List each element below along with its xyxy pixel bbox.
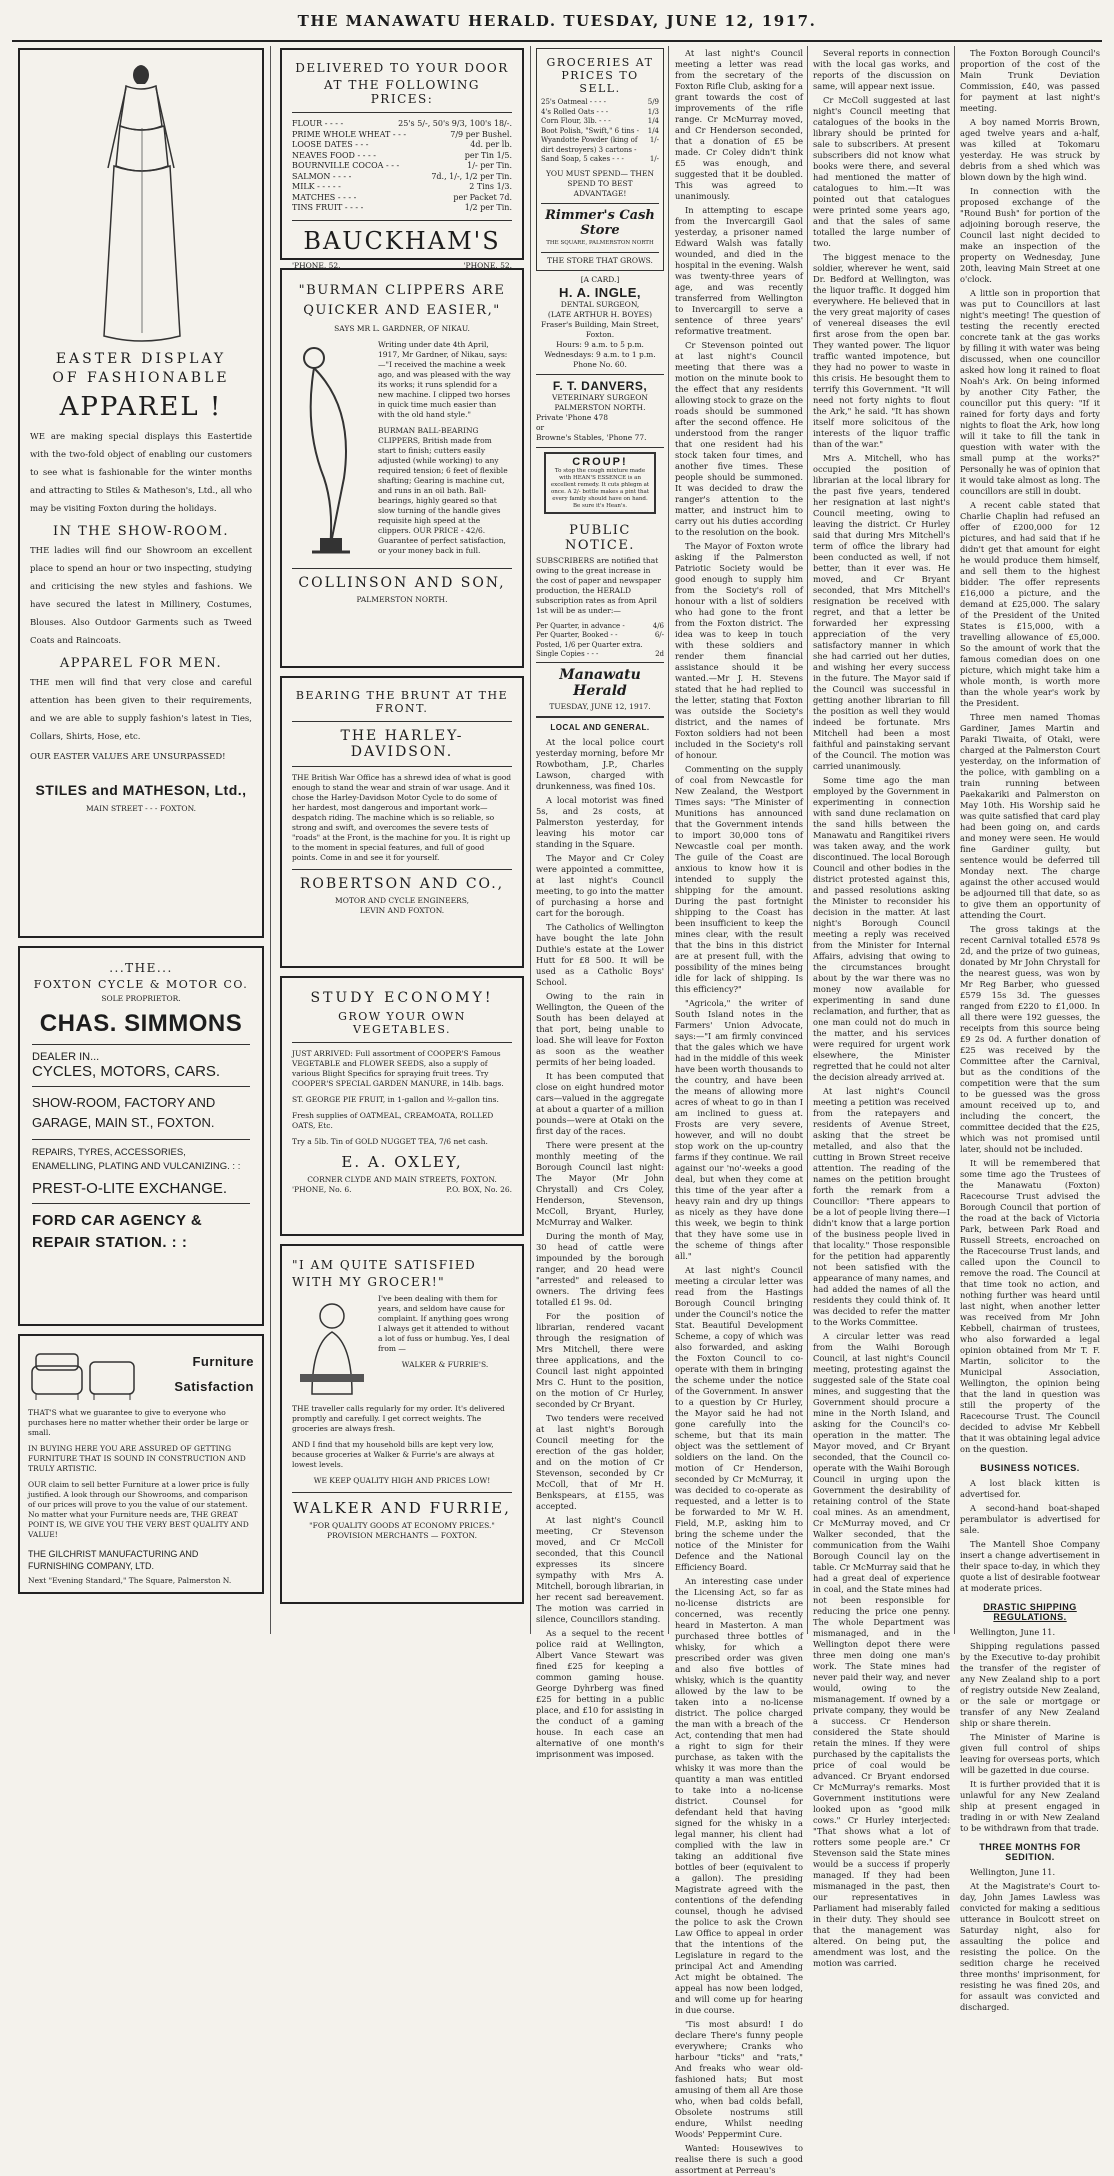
robertson-address: LEVIN AND FOXTON. [359,906,445,915]
rimmer-logo-text: Rimmer's Cash Store [545,207,655,238]
simmons-showroom: SHOW-ROOM, FACTORY AND GARAGE, MAIN ST., FOXTON. [32,1095,216,1130]
simmons-company: FOXTON CYCLE & MOTOR CO. [33,978,249,991]
stiles-heading-3: APPAREL ! [59,392,223,422]
news-paragraph: Wellington, June 11. [970,1627,1056,1637]
rate-item-price: 4/6 [652,621,664,630]
price-item-price: per Packet 7d. [453,192,512,202]
simmons-cycles: CYCLES, MOTORS, CARS. [32,1063,221,1080]
collinson-heading: "BURMAN CLIPPERS ARE QUICKER AND EASIER," [298,283,506,318]
price-item-label: BOURNVILLE COCOA - - - [292,161,400,170]
news-paragraph: Cr McColl suggested at last night's Council meeting that catalogues of the books in the library should be printed for sale to subscribers. At present subscribers did not know what books were there, and several had mentioned the matter of catalogues to him.—It was pointed out that catalogues were printed some years ago, and that the sales of same totalled the large number of two. [813,95,950,248]
oxley-text-4: Try a 5lb. Tin of GOLD NUGGET TEA, 7/6 net cash. [292,1137,488,1146]
price-item-price: 1/4 [647,117,659,125]
oxley-heading-1: STUDY ECONOMY! [310,990,494,1006]
price-item [541,127,659,137]
divider [292,220,512,221]
divider [32,1139,250,1140]
news-paragraph: The Foxton Borough Council's proportion of the cost of the Main Trunk Deviation Commission, £40, was passed for payment at last night's meeting. [960,48,1100,113]
price-item [292,193,512,204]
news-paragraph: Owing to the rain in Wellington, the Queen of the South has been delayed at that port, being unable to load. She will leave for Foxton as soon as the weather permits of her being loaded. [536,990,664,1067]
news-paragraph: In connection with the proposed exchange of the "Round Bush" for portion of the adjoining borough reserve, the Council last night decided to make an inspection of the property on Wednesday, June 20th, leaving Main Street at one o'clock. [960,186,1100,284]
ingle-name: H. A. INGLE, [558,284,642,300]
news-paragraph: 'Tis most absurd! I do declare There's funny people everywhere; Cranks who harbour "ticks" and "rats," And freaks who wear old-fashioned hats; But most amusing of them all Are those who, when bad colds befall, Obsolete nostrums still endure, Whilst needing Woods' Peppermint Cure. [675,2019,803,2139]
divider [32,1086,250,1087]
walker-text-1: I've been dealing with them for years, and seldom have cause for complaint. If anything goes wrong I always get it attended to without a lot of fuss or humbug. Yes, I deal from — [378,1294,510,1353]
public-notice [536,518,664,663]
news-paragraph: At last night's Council meeting, Cr Stevenson moved, and Cr McColl seconded, that this Council expresses its sincere sympathy with Mrs A. Mitchell, borough librarian, in her recent sad bereavement. The motion was carried in silence, Councillors standing. [536,1514,664,1624]
news-paragraph: A local motorist was fined 5s, and 2s costs, at Palmerston yesterday, for leaving his motor car standing in the Square. [536,794,664,849]
stiles-sub-men: APPAREL FOR MEN. [59,656,223,671]
news-paragraph: The Catholics of Wellington have bought the late John Duthie's estate at the Lower Hutt for £8 500. It will be used as a Catholic Boys' School. [536,921,664,987]
stiles-showroom-text: THE ladies will find our Showroom an excellent place to spend an hour or two inspecting, studying and criticising the new styles and fashions. We have secured the latest in Millinery, Costumes, Blouses. Also Outdoor Garments such as Tweed Coats and Raincoats. [30,546,252,646]
price-item-label: Wyandotte Powder (king of dirt destroyers) 3 cartons - [541,136,638,154]
rimmer-price-list [541,98,659,165]
news-paragraph: At the Magistrate's Court to-day, John James Lawless was convicted for making a seditious utterance in Boulcott street on Saturday night, also for assaulting the police and resisting the police. On the sedition charge he received three months' imprisonment, for resisting he was fined 20s, and for assault was convicted and discharged. [960,1881,1100,2012]
collinson-says: SAYS MR L. GARDNER, OF NIKAU. [334,324,470,333]
column-rule [668,46,669,1634]
news-paragraph: The Minister of Marine is given full control of ships leaving for overseas ports, which will be gazetted in due course. [960,1732,1100,1775]
rate-item-price: 2d [655,650,664,658]
column-2 [280,48,524,1634]
news-paragraph: Three men named Thomas Gardiner, James Martin and Paraki Tiwaita, of Otaki, were charged at the Palmerston Court yesterday, on the information of the police, with gambling on a train running between Paekakariki and Palmerston on May 10th. His Worship said he was quite satisfied that card play had been going on, and cards and money were seen. He would fine Gardiner guilty, but sentence would be deferred till Monday next. The charge against the other accused would be adjourned till that date, so as to give them an opportunity of attending the Court. [960,712,1100,920]
divider [292,1042,512,1043]
woman-writing-icon [292,1294,372,1404]
column-5 [813,48,950,1968]
stiles-intro: WE are making special displays this Eastertide with the two-fold object of enabling our customers to see what is fashionable for the winter months and attracting to Stiles & Matheson's, Ltd., all who may be visiting Foxton during the holidays. [30,432,252,514]
public-notice-text: SUBSCRIBERS are notified that owing to the great increase in the cost of paper and newspaper production, the HERALD subscription rates as from April 1st will be as under:— [536,555,661,615]
stiles-heading-1: EASTER DISPLAY [55,351,227,367]
price-item-label: Corn Flour, 3lb. - - - [541,117,611,125]
danvers-name: F. T. DANVERS, [552,378,648,393]
price-item [292,172,512,183]
stiles-men-text: THE men will find that very close and careful attention has been given to their requirements, and we are able to supply fashion's latest in Ties, Collars, Shirts, Hose, etc. [30,678,252,742]
collinson-firm: COLLINSON AND SON, [298,575,506,591]
ingle-hours: Hours: 9 a.m. to 5 p.m. Wednesdays: 9 a.m. to 1 p.m. [544,339,656,359]
news-paragraph: The Mayor and Cr Coley were appointed a committee, at last night's Council meeting, to go into the matter of purchasing a horse and cart for the borough. [536,852,664,918]
price-item-label: NEAVES FOOD - - - - [292,150,376,160]
gilchrist-address: Next "Evening Standard," The Square, Palmerston N. [28,1576,232,1585]
rimmer-heading: GROCERIES AT PRICES TO SELL. [546,56,654,95]
news-paragraph: Two tenders were received at last night's Borough Council meeting for the erection of the gas holder, and on the motion of Cr Stevenson, seconded by Cr McColl, that of Mr H. Benkspears, at £155, was accepted. [536,1412,664,1511]
news-paragraph: For the position of librarian, rendered vacant through the resignation of Mrs Mitchell, there were three applications, and the Council last night appointed Mrs C. Hunt to the position, on the motion of Cr Hurley, seconded by Cr Bryant. [536,1310,664,1409]
rimmer-logo [541,203,659,253]
news-paragraph: It is further provided that it is unlawful for any New Zealand ship at present engaged in trading in or with New Zealand to be withdrawn from that trade. [960,1779,1100,1833]
news-paragraph: Mrs A. Mitchell, who has occupied the position of librarian at the local library for the past five years, tendered her resignation at last night's Council meeting, owing to leaving the district. Cr Hurley said that during Mrs Mitchell's term of office the library had been conducted as well, if not better, than it ever was. He moved, and Cr Bryant seconded, that Mrs Mitchell's resignation be received with regret, and that a letter be forwarded her expressing appreciation of the very satisfactory manner in which she had carried out her duties, and wishing her every success in the future. The Mayor said if the Council was successful in getting another librarian to fill the position as well they would indeed be fortunate. Mrs Mitchell had been a most faithful and painstaking servant of the Council. The motion was carried unanimously. [813,453,950,771]
robertson-subtitle: MOTOR AND CYCLE ENGINEERS, [335,896,469,905]
robertson-text: THE British War Office has a shrewd idea of what is good enough to stand the wear and strain of war usage. And it chose the Harley-Davidson Motor Cycle to do some of her hardest, most dangerous and important work—despatch riding. The machine which is so reliable, so strong and swift, and overcomes the severe tests of "roads" at the Front, is the machine for you. It is right up to the moment in special features, and full of good points. Come in and see it for yourself. [292,773,512,862]
foxton-cycle-ad [18,946,264,1326]
news-paragraph: Wellington, June 11. [970,1867,1056,1877]
column-rule [530,46,531,1634]
news-paragraph: Some time ago the man employed by the Government in experimenting in connection with sand dune reclamation on the sand hills between the Manawatu and Rangitikei rivers was taken away, and the work discontinued. The local Borough Council and other bodies in the district protested against this, and passed resolutions asking the Minister to reconsider his decision in the matter. At last night's Borough Council meeting a reply was received from the Minister for Internal Affairs, advising that owing to the circumstances brought about by the war there was no money now available for experimenting in sand dune reclamation, and further, that as one man could not do much in the matter, and his services were required for urgent work elsewhere, the Minister regretted that he could not alter the decision already arrived at. [813,775,950,1082]
bauckham-heading-2: AT THE FOLLOWING PRICES: [324,78,480,106]
shipping-regulations [960,1627,1100,1834]
oxley-phone: 'PHONE, No. 6. [292,1185,352,1194]
news-paragraph: A boy named Morris Brown, aged twelve years and a-half, was killed at Tokomaru yesterday. He was struck by debris from a shed which was blown down by the high wind. [960,117,1100,182]
oxley-ad [280,976,524,1236]
croup-text: To stop the cough mixture made with HEAN'S ESSENCE is an excellent remedy. It cuts phlegm at once. A 2/- bottle makes a pint that every family should have on hand. Be sure it's Hean's. [550,467,650,509]
rate-item [536,622,664,632]
local-general-heading: LOCAL AND GENERAL. [550,722,650,732]
walker-address: PROVISION MERCHANTS — FOXTON. [327,1531,477,1540]
price-item [541,136,659,155]
price-item-price: 5/9 [647,98,659,106]
business-notices [960,1478,1100,1594]
rate-item-label: Per Quarter, Booked - - [536,631,618,639]
news-paragraph: At last night's Council meeting a petition was received from the ratepayers and residents of Avenue Street, asking that the street be metalled, and also that the cutting in Brown Street receive attention. The reading of the names on the petition brought forth the remark from a Councillor: "There appears to be a lot of people living there—I didn't know that a large portion of the business people lived in that locality." Those responsible for the petition had apparently not been satisfied with the appearance of many names, and had added the names of all the residents they could think of. It was decided to refer the matter to the Works Committee. [813,1086,950,1327]
price-item-price: 1/2 per Tin. [464,203,512,212]
price-item-price: 4d. per lb. [470,140,512,149]
price-item-label: LOOSE DATES - - - [292,140,369,149]
stiles-address: MAIN STREET - - - FOXTON. [85,803,197,813]
price-item-price: 1/4 [647,126,659,135]
oxley-box: P.O. BOX, No. 26. [446,1185,512,1194]
price-item-label: PRIME WHOLE WHEAT - - - [292,129,407,139]
news-column-6 [960,48,1100,1455]
news-paragraph: The Mantell Shoe Company insert a change advertisement in their space to-day, in which they quote a list of desirable footwear at moderate prices. [960,1539,1100,1593]
news-paragraph: There were present at the monthly meeting of the Borough Council last night: The Mayor (Mr John Chrystall) and Crs Coley, Henderson, Stevenson, McColl, Bryant, Hurley, McMurray and Walker. [536,1139,664,1227]
price-item-price: 7/9 per Bushel. [450,129,512,139]
robertson-ad [280,676,524,968]
price-item-label: TINS FRUIT - - - - [292,203,364,212]
news-paragraph: As a sequel to the recent police raid at Wellington, Albert Vance Stewart was fined £25 for keeping a common gaming house. George Dyhrberg was fined £25 for betting in a public place, and £10 for assisting in the conduct of a gaming house. In each case an alternative of one month's imprisonment was imposed. [536,1627,664,1759]
price-item [292,140,512,151]
walker-text-2: THE traveller calls regularly for my order. It's delivered promptly and carefully. I get correct weights. The groceries are always fresh. [292,1404,505,1433]
rate-item [536,631,664,641]
oxley-text-2: ST. GEORGE PIE FRUIT, in 1-gallon and ½-gallon tins. [292,1095,499,1104]
news-paragraph: At last night's Council meeting a letter was read from the secretary of the Foxton Rifle Club, asking for a grant towards the cost of improvements of the rifle range. Cr McMurray moved, and Cr Henderson seconded, that a donation of £5 be made. Cr Coley didn't think £5 was enough, and suggested that it be doubled. This was agreed to unanimously. [675,48,803,201]
news-paragraph: At last night's Council meeting a circular letter was read from the Hastings Borough Council bringing under the Council's notice the Stat. Beautiful Development Scheme, a copy of which was also forwarded, and asking the Foxton Council to co-operate with them in bringing the scheme under the notice of the Government. In answer to a question by Cr Hurley, the Mayor said he had not gone carefully into the scheme, but that its main object was the settlement of soldiers on the land. On the motion of Cr Henderson, seconded by Cr McMurray, it was decided to co-operate as requested, and a letter is to be forwarded to Mr W. H. Field, M.P., asking him to bring the scheme under the notice of the Minister for Defence and the National Efficiency Board. [675,1265,803,1572]
danvers-card [536,375,664,448]
price-item [292,182,512,193]
gilchrist-text-1: THAT'S what we guarantee to give to everyone who purchases here no matter whether their order be large or small. [28,1408,249,1437]
ingle-card-label: [A CARD.] [580,274,620,284]
price-item-price: 2 Tins 1/3. [469,182,512,191]
ingle-building: Fraser's Building, Main Street, Foxton. [541,319,659,339]
gilchrist-furniture-ad [18,1334,264,1594]
column-4 [675,48,803,2175]
shipping-heading: DRASTIC SHIPPING REGULATIONS. [983,1602,1077,1622]
bauckham-phone-right: 'PHONE, 52. [463,260,512,270]
gilchrist-text-3: OUR claim to sell better Furniture at a lower price is fully justified. A look through our Showrooms, and comparison of our prices will prove to you the value of our statement. No matter what your Furniture needs are, THE GREAT POINT IS, WE GIVE YOU THE VERY BEST QUALITY AND VALUE! [28,1480,250,1539]
danvers-phone-1: Private 'Phone 478 [536,412,608,422]
paper-date: TUESDAY, JUNE 12, 1917. [549,701,651,711]
price-item [541,117,659,127]
masthead-rule [12,40,1102,42]
price-item-price: 7d., 1/-, 1/2 per Tin. [431,171,512,181]
bauckham-phone-left: 'PHONE, 52. [292,260,341,270]
danvers-or: or [536,422,545,432]
rate-item-price: 6/- [654,631,664,639]
price-item-label: Sand Soap, 5 cakes - - - [541,155,624,163]
price-item-price: 1/- per Tin. [467,161,512,170]
price-item-price: per Tin 1/5. [464,150,512,160]
collinson-address: PALMERSTON NORTH. [356,595,448,604]
walker-text-4: WE KEEP QUALITY HIGH AND PRICES LOW! [313,1476,491,1485]
divider [32,1203,250,1204]
oxley-address: CORNER CLYDE AND MAIN STREETS, FOXTON. [307,1175,497,1184]
danvers-phone-2: Browne's Stables, 'Phone 77. [536,432,647,442]
divider [292,1492,512,1493]
rate-item [536,650,664,660]
gilchrist-text-2: IN BUYING HERE YOU ARE ASSURED OF GETTING FURNITURE THAT IS SOUND IN CONSTRUCTION AND TRULY ARTISTIC. [28,1444,246,1473]
price-item [292,151,512,162]
stiles-sub-showroom: IN THE SHOW-ROOM. [52,524,230,539]
price-item [541,108,659,118]
collinson-testimonial: Writing under date 4th April, 1917, Mr Gardner, of Nikau, says:—"I received the machine a week ago, and was pleased with the way its works; it runs splendid for a new machine. I clipped two horses in quick time much easier than with the old hand style." [378,340,511,419]
news-paragraph: An interesting case under the Licensing Act, so far as no-license districts are concerned, was recently heard in Masterton. A man purchased three bottles of whisky, for which a prescribed order was given and also five bottles of whisky, which is the quantity allowed by the law to be taken into a no-license district. The police charged the man with a breach of the Act, contending that men had a right to sign for their purchase, as taken with the whisky it was more than the quantity a man was entitled to take into a no-license district. Counsel for defendant held that having signed for the whisky in a legal manner, his client had complied with the law in taking an additional five bottles of beer (equivalent to a gallon). The presiding Magistrate agreed with the contentions of the defending counsel, though he advised the police to ask the Crown Law Office to appeal in order that the intentions of the Legislature in regard to the principal Act and Amending Act might be obtained. The appeal has now been lodged, and will come up for hearing in due course. [675,1576,803,2015]
news-paragraph: A lost black kitten is advertised for. [960,1478,1100,1499]
column-6 [960,48,1100,2012]
rimmer-tagline: THE STORE THAT GROWS. [547,255,653,265]
news-paragraph: Commenting on the supply of coal from Newcastle for New Zealand, the Westport Times says: "The Minister of Munitions has announced that the Government intends to import 30,000 tons of Newcastle coal per month. The guile of the Coast are anxious to know how it is intended to supply the shipping for the amount. During the past fortnight shipping to the Coast has been insufficient to keep the mines clear, with the result that the bins in this district are at present full, with the possibility of the mines being idle for lack of shipping. Is this efficiency?" [675,764,803,994]
news-paragraph: The biggest menace to the soldier, wherever he went, said Dr. Bedford at Wellington, was the liquor traffic. It dogged him everywhere. He believed that in the very great majority of cases of venereal diseases the evil first arose from the open bar. They wanted power. The liquor traffic wanted impotence, but they had no power to waste in this crisis. He besought them to terrify this Government. "It will need not forty nights to flout the Ark," he said. "It has shown itself more solicitous of the interests of the liquor traffic than of the war." [813,252,950,449]
oxley-text-3: Fresh supplies of OATMEAL, CREAMOATA, ROLLED OATS, Etc. [292,1111,494,1130]
column-rule [954,46,955,1634]
public-notice-heading: PUBLIC NOTICE. [565,522,635,553]
column-rule [807,46,808,1634]
fashion-figure-illustration [30,58,252,348]
news-paragraph: Several reports in connection with the local gas works, and reports of the discussion on same, will appear next issue. [813,48,950,91]
price-item-label: MILK - - - - - [292,182,341,191]
rate-item-label: Per Quarter, in advance - [536,621,625,630]
news-paragraph: A little son in proportion that was put to Councillors at last night's meeting! The question of testing the recently erected concrete tank at the gas works by filling it with water was being discussed, when one councillor asked how long it rained to float Noah's Ark. On being informed by another City Father, the councillor put this query: "If it rained for forty days and forty nights to float the Ark, how long will it take to fill the tank in question with water with the small pump at the works?" Personally he was of opinion that it would take almost as long. The councillors are still in doubt. [960,288,1100,496]
stiles-values: OUR EASTER VALUES ARE UNSURPASSED! [30,752,226,762]
stiles-firm: STILES and MATHESON, Ltd., [35,781,247,798]
news-paragraph: At the local police court yesterday morning, before Mr Rowbotham, J.P., Charles Lawson, charged with drunkenness, was fined 10s. [536,736,664,791]
column-rule [270,46,271,1634]
ingle-late: (LATE ARTHUR H. BOYES) [547,309,653,319]
collinson-ad [280,268,524,668]
rate-item-label: Single Copies - - - [536,650,599,658]
simmons-name: CHAS. SIMMONS [39,1010,243,1037]
price-item-price: 25's 5/-, 50's 9/3, 100's 18/-. [398,119,512,128]
public-notice-rates [536,622,664,660]
bauckham-ad [280,48,524,270]
rimmer-slogan: YOU MUST SPEND— THEN SPEND TO BEST ADVANTAGE! [545,168,655,198]
divider [292,112,512,113]
croup-ad [544,452,656,514]
column-3 [536,48,664,1759]
news-paragraph: A second-hand boat-shaped perambulator is advertised for sale. [960,1503,1100,1535]
rate-item [536,641,664,651]
news-paragraph: Wanted: Housewives to realise there is such a good assortment at Perreau's [675,2143,803,2175]
price-item-label: 4's Rolled Oats - - - [541,107,609,116]
price-item [292,203,512,214]
divider [292,568,512,569]
rimmer-logo-sub: THE SQUARE, PALMERSTON NORTH [546,239,654,246]
news-paragraph: A circular letter was read from the Waihi Borough Council, at last night's Council meeting, protesting against the suggested sale of the State coal mines, and suggesting that the Government should procure a mine in the North Island, and asking for the Council's co-operation in the matter. The Mayor moved, and Cr Bryant seconded, that the Council co-operate with the Waihi Borough Council in urging upon the Government the desirability of retaining control of the State coal mines. As an amendment, Cr McMurray moved, and Cr Walker seconded, that the communication from the Waihi Borough Council lay on the table. Cr McMurray said that he had a great deal of experience in coal, and the State mines had not been responsible for reducing the price one penny. The whole Department was mismanaged, and in the Wellington depot there were three men doing one man's work. The State mines had never paid their way, and never would, owing to the mismanagement. If owned by a private company, they would be a success. Cr Henderson considered the State should retain the mines. If they were purchased by the capitalists the price of coal would be advanced. Cr Bryant endorsed Cr McMurray's remarks. Most Government institutions were looked upon as "good milk cows." Cr Hurley interjected: "That shows what a lot of rotters some people are." Cr Stevenson said the State mines would be a success if properly managed. If they had been mismanaged in the past, then our representatives in Parliament had miserably failed in their duty. They should see that the management was altered. On being put, the amendment was lost, and the motion was carried. [813,1331,950,1968]
news-column-4 [675,48,803,2176]
gilchrist-heading-1: Furniture [192,1354,254,1369]
news-paragraph: The gross takings at the recent Carnival totalled £578 9s 2d, and the prize of two guineas, donated by Mr John Chrystall for the nearest guess, was won by Mr Reg Barber, who guessed £579 15s 3d. The guesses ranged from £220 to £1,000. In all there were 192 guesses, the receipts from this source being £9 2s 0d. A further donation of £25 was received by the Committee after the Carnival, but as the conditions of the competition were that the sum to be guessed was the gross amount received up to, and including the concert, the committee decided that the £25, which was not promised until later, should not be included. [960,924,1100,1154]
walker-inline-firm: WALKER & FURRIE'S. [401,1360,489,1369]
sedition-heading: THREE MONTHS FOR SEDITION. [979,1842,1081,1862]
oxley-text-1: JUST ARRIVED: Full assortment of COOPER'S Famous VEGETABLE and FLOWER SEEDS, also a supply of various Blight Specifics for spraying fruit trees. Try COOPER'S SPECIAL GARDEN MANURE, in 14lb. bags. [292,1049,504,1088]
news-column-3 [536,737,664,1760]
news-paragraph: Cr Stevenson pointed out at last night's Council meeting that there was a motion on the minute book to the effect that any residents allowing stock to graze on the roads should be summoned after the second offence. He understood from the ranger that one resident had his stock taken four times, and another five times. These people should be summoned. It was decided to draw the ranger's attention to the matter, and instruct him to carry out his duties according to the resolution on the book. [675,340,803,537]
paper-nameplate [536,663,664,718]
rimmer-ad [536,48,664,271]
stiles-matheson-ad [18,48,264,938]
news-paragraph: It has been computed that close on eight hundred motor cars—valued in the aggregate at about a quarter of a million pounds—were at Otaki on the first day of the races. [536,1070,664,1136]
danvers-title: VETERINARY SURGEON [552,392,648,402]
simmons-the: ...THE... [109,961,173,975]
bauckham-price-list [292,119,512,214]
price-item [292,130,512,141]
divider [32,1044,250,1045]
gilchrist-firm: THE GILCHRIST MANUFACTURING AND FURNISHING COMPANY, LTD. [28,1549,199,1571]
price-item-label: Boot Polish, "Swift," 6 tins - [541,126,640,135]
ingle-title: DENTAL SURGEON, [560,299,640,309]
danvers-address: PALMERSTON NORTH. [554,402,646,412]
news-paragraph: It will be remembered that some time ago the Trustees of the Manawatu (Foxton) Racecourse Trust advised the Borough Council that portion of the road at the back of Victoria Park, between Park Road and Russell Streets, encroached on the Racecourse Trust lands, and called upon the Council to remove the road. The Council at that time took no action, and nothing further was heard until last night, when another letter was received from Mr John Kebbell, chairman of trustees, who also forwarded a legal opinion obtained from Mr T. F. Martin, solicitor to the Municipal Association, Wellington, the opinion being that the land in question was still the property of the Racecourse Trust. The Council decided to advise Mr Kebbell that it was obtaining legal advice on the question. [960,1158,1100,1454]
business-notices-heading: BUSINESS NOTICES. [980,1463,1080,1473]
divider [292,721,512,722]
divider [292,766,512,767]
walker-text-3: AND I find that my household bills are kept very low, because groceries at Walker & Furrie's are always at lowest levels. [292,1440,495,1469]
price-item-label: SALMON - - - - [292,171,352,181]
clipper-machine-icon [292,340,372,560]
collinson-description: BURMAN BALL-BEARING CLIPPERS, British made from start to finish; cutters easily adjusted (while working) to any required tension; 6 feet of flexible shafting; Gearing is machine cut, and runs in an oil bath. Ball-bearings, highly geared so that slow turning of the handle gives requisite high speed at the clippers. OUR PRICE - 42/6. Guarantee of perfect satisfaction, or your money back in full. [378,426,508,555]
rate-item-label: Posted, 1/6 per Quarter extra. [536,640,643,649]
ingle-card [536,271,664,375]
walker-heading: "I AM QUITE SATISFIED WITH MY GROCER!" [292,1258,477,1289]
simmons-ford: FORD CAR AGENCY & REPAIR STATION. : : [32,1212,203,1251]
news-column-5 [813,48,950,1969]
gilchrist-heading-2: Satisfaction [174,1379,254,1394]
price-item-label: FLOUR - - - - [292,119,344,128]
masthead: THE MANAWATU HERALD. TUESDAY, JUNE 12, 1917. [297,12,817,30]
simmons-sole: SOLE PROPRIETOR. [101,994,181,1003]
paper-name: Manawatu Herald [559,666,641,699]
price-item [541,98,659,108]
price-item-price: 1/- [649,155,659,163]
robertson-heading-1: BEARING THE BRUNT AT THE FRONT. [295,689,509,715]
ingle-phone: Phone No. 60. [573,359,627,369]
price-item-price: 1/- [649,136,659,144]
news-paragraph: "Agricola," the writer of South Island notes in the Farmers' Union Advocate, says:—"I am firmly convinced that the gales which we have had in the middle of this week have been worth thousands to the country, and have been the means of allowing more acres of wheat to go in than I am inclined to guess at. Frosts are very severe, however, and will no doubt stop work on the up-country farms if they continue. We rail against our 'no'-weeks a good deal, but when they come at this time of the year after a heavy rain and dry up things as nicely as they have done this week, we begin to think that they have some use in the scheme of things after all." [675,998,803,1261]
furniture-icon [28,1344,148,1404]
column-1 [18,48,264,1634]
simmons-dealer: DEALER IN... [32,1051,100,1063]
price-item [541,155,659,165]
robertson-firm: ROBERTSON AND CO., [299,876,505,892]
price-item [292,161,512,172]
stiles-heading-2: OF FASHIONABLE [52,370,230,386]
price-item-label: MATCHES - - - - [292,192,357,202]
news-paragraph: In attempting to escape from the Invercargill Gaol yesterday, a prisoner named Edward Walsh was fatally wounded, and died in the hospital in the evening. Walsh was twenty-three years of age, and was recently transferred from Wellington to Invercargill to serve a sentence of three years' reformative treatment. [675,205,803,336]
news-paragraph: A recent cable stated that Charlie Chaplin had refused an offer of £200,000 for 12 pictures, and had said that if he didn't get that amount for eight he would produce them himself, and sell them to the highest bidder. The offer represents £16,000 a picture, and the demand at £25,000. The salary of the President of the United States is £15,000, with a travelling allowance of £5,000. So the amount of work that the famous comedian does on one picture, which might take him a whole month, is worth more than the whole year's work by the President. [960,500,1100,708]
walker-furrie-ad [280,1244,524,1604]
croup-heading: CROUP! [572,455,628,468]
oxley-name: E. A. OXLEY, [341,1153,463,1171]
walker-name: WALKER AND FURRIE, [293,1499,511,1517]
oxley-heading-2: GROW YOUR OWN VEGETABLES. [338,1010,466,1036]
robertson-heading-2: THE HARLEY-DAVIDSON. [340,728,464,760]
woman-dress-icon [86,58,196,343]
bauckham-name: BAUCKHAM'S [303,226,501,255]
divider [292,869,512,870]
price-item [292,119,512,130]
simmons-prest: PREST-O-LITE EXCHANGE. [32,1180,228,1197]
simmons-repairs: REPAIRS, TYRES, ACCESSORIES, ENAMELLING, PLATING AND VULCANIZING. : : [32,1147,241,1172]
news-paragraph: During the month of May, 30 head of cattle were impounded by the borough ranger, and 20 head were "arrested" and released to owners. The driving fees totalled £1 9s. 0d. [536,1230,664,1307]
price-item-label: 25's Oatmeal - - - - [541,98,606,106]
sedition-report [960,1867,1100,2013]
bauckham-heading-1: DELIVERED TO YOUR DOOR [295,61,509,75]
news-paragraph: Shipping regulations passed by the Executive to-day prohibit the transfer of the register of any New Zealand ship to a port of registry outside New Zealand, or the sale or mortgage or transfer of any New Zealand ship or share therein. [960,1641,1100,1728]
walker-subtitle: "FOR QUALITY GOODS AT ECONOMY PRICES." [309,1521,495,1530]
price-item-price: 1/3 [647,107,659,116]
news-paragraph: The Mayor of Foxton wrote asking if the Palmerston Patriotic Society would be good enough to supply him from the Society's roll of honour with a list of soldiers who had gone to the front from the Foxton district. The idea was to keep in touch with these soldiers and render them financial assistance should it be wanted.—Mr J. H. Stevens stated that he had replied to the letter, stating that Foxton was outside the Society's district, and the names of Foxton soldiers had not been included in the Society's roll of honour. [675,541,803,760]
